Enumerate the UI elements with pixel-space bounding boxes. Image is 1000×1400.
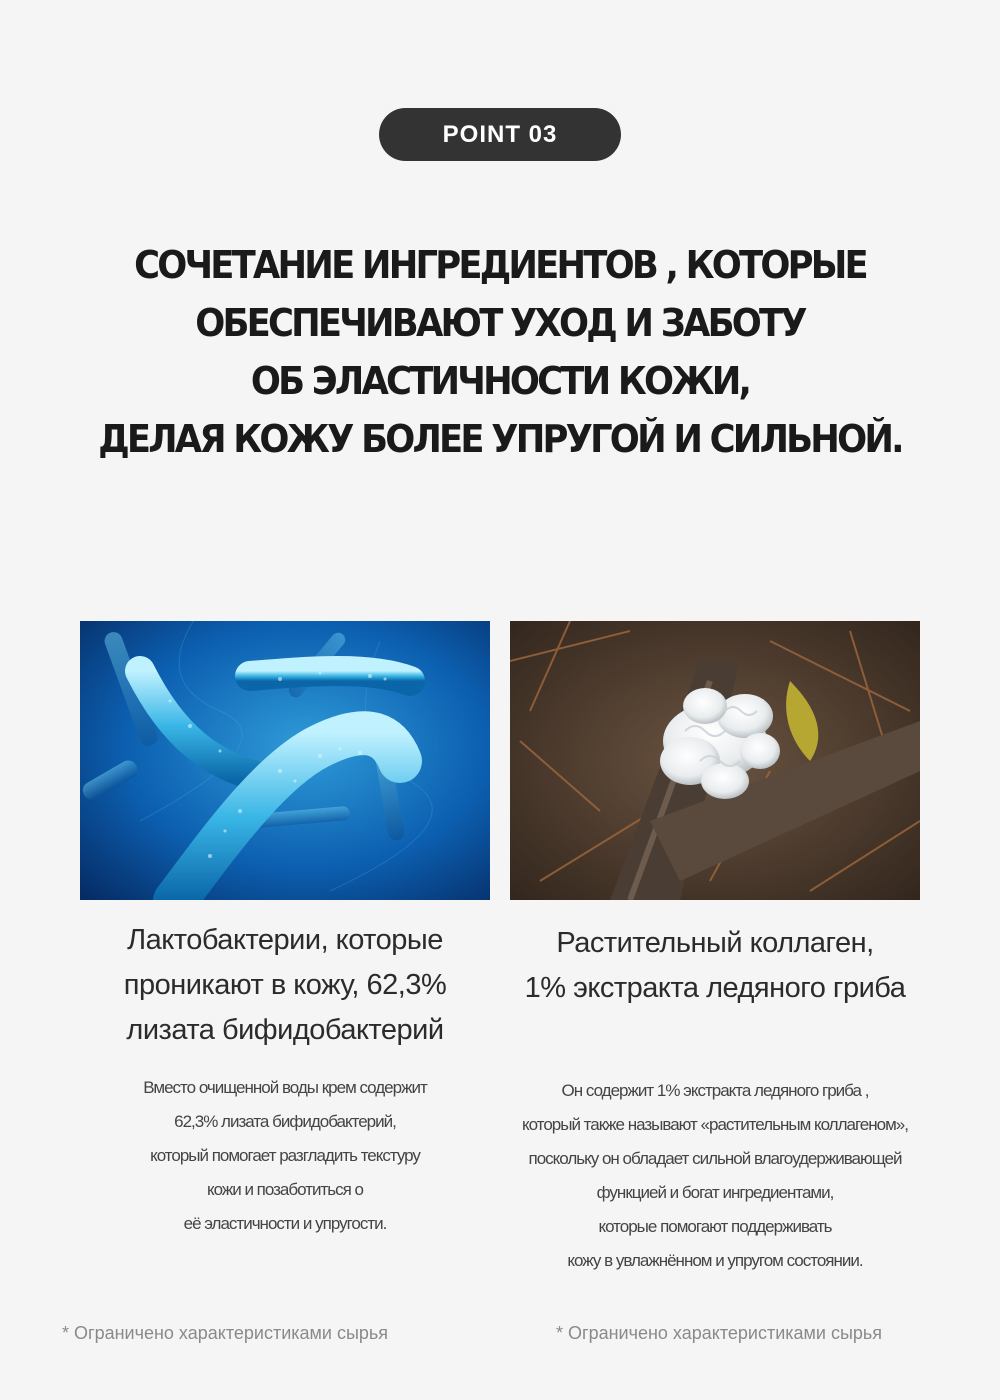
- lactobacteria-title-line: лизата бифидобактерий: [126, 1014, 444, 1046]
- lactobacteria-title: [80, 918, 490, 1053]
- lactobacteria-description: [60, 1071, 510, 1241]
- lactobacteria-desc-line: кожи и позаботиться о: [206, 1180, 364, 1199]
- ice-mushroom-image: [510, 621, 920, 900]
- lactobacteria-title-line: Лактобактерии, которые: [127, 924, 443, 956]
- ice-mushroom-desc-line: Он содержит 1% экстракта ледяного гриба ,: [561, 1081, 869, 1100]
- headline: [0, 236, 1000, 468]
- ice-mushroom-title-line: 1% экстракта ледяного гриба: [524, 972, 906, 1004]
- lactobacteria-desc-line: 62,3% лизата бифидобактерий,: [174, 1112, 396, 1131]
- raw-material-footnote-right: * Ограничено характеристиками сырья: [556, 1323, 883, 1343]
- headline-line-3: ОБ ЭЛАСТИЧНОСТИ КОЖИ,: [250, 359, 750, 403]
- headline-line-4: ДЕЛАЯ КОЖУ БОЛЕЕ УПРУГОЙ И СИЛЬНОЙ.: [98, 417, 902, 461]
- ice-mushroom-desc-line: функцией и богат ингредиентами,: [596, 1183, 834, 1202]
- lactobacteria-desc-line: Вместо очищенной воды крем содержит: [143, 1078, 427, 1097]
- point-badge: POINT 03: [379, 108, 621, 161]
- ice-mushroom-title: [510, 921, 920, 1011]
- headline-line-1: СОЧЕТАНИЕ ИНГРЕДИЕНТОВ , КОТОРЫЕ: [134, 243, 866, 287]
- lactobacteria-desc-line: который помогает разгладить текстуру: [150, 1146, 420, 1165]
- ice-mushroom-desc-line: поскольку он обладает сильной влагоудерживающей: [528, 1149, 902, 1168]
- ice-mushroom-desc-line: кожу в увлажнённом и упругом состоянии.: [567, 1251, 863, 1270]
- raw-material-footnote-left: * Ограничено характеристиками сырья: [62, 1323, 389, 1343]
- lactobacteria-desc-line: её эластичности и упругости.: [183, 1214, 387, 1233]
- ice-mushroom-desc-line: который также называют «растительным коллагеном»,: [522, 1115, 908, 1134]
- lactobacteria-image: [80, 621, 490, 900]
- headline-line-2: ОБЕСПЕЧИВАЮТ УХОД И ЗАБОТУ: [195, 301, 805, 345]
- ice-mushroom-desc-line: которые помогают поддерживать: [598, 1217, 832, 1236]
- ice-mushroom-title-line: Растительный коллаген,: [556, 927, 874, 959]
- ice-mushroom-description: [470, 1074, 960, 1278]
- lactobacteria-title-line: проникают в кожу, 62,3%: [123, 969, 447, 1001]
